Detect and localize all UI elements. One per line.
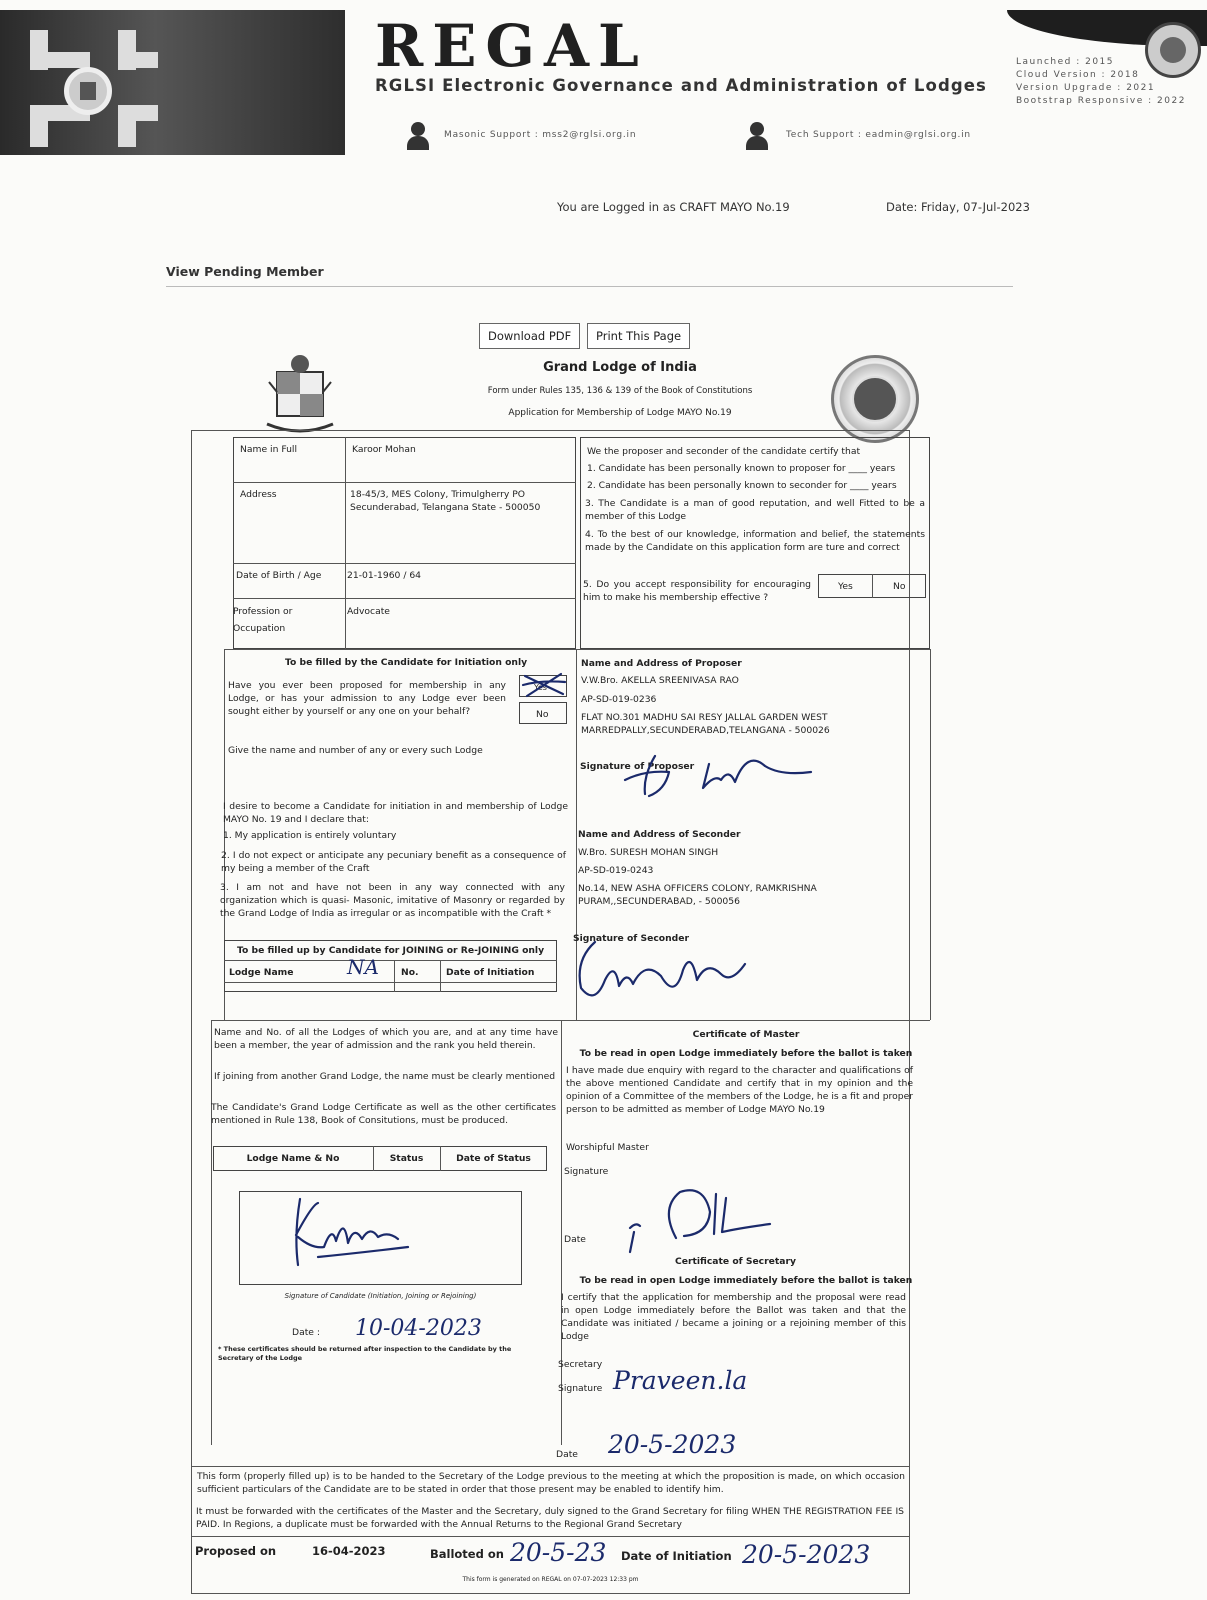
grand-lodge-emblem-icon: [263, 352, 337, 434]
secretary-label: Secretary: [558, 1359, 603, 1370]
masonic-support-link[interactable]: Masonic Support : mss2@rglsi.org.in: [444, 130, 637, 140]
secretary-subheading: To be read in open Lodge immediately before the ballot is taken: [579, 1275, 913, 1286]
seconder-signature-label: Signature of Seconder: [573, 933, 689, 944]
declaration-3: 3. I am not and have not been in any way connected with any organization which is quasi- Masonic, imitative of Masonry or regarded by the Grand Lodge of India as irregular or as incompatible with the Craft *: [220, 882, 565, 919]
profession-value: Advocate: [347, 606, 390, 617]
address-line-2: Secunderabad, Telangana State - 500050: [350, 502, 541, 513]
proposer-address: FLAT NO.301 MADHU SAI RESY JALLAL GARDEN WEST MARREDPALLY,SECUNDERABAD,TELANGANA - 500026: [581, 712, 830, 736]
app-title: REGAL: [375, 12, 648, 80]
version-info: Launched : 2015 Cloud Version : 2018 Version Upgrade : 2021 Bootstrap Responsive : 2022: [1016, 57, 1186, 106]
address-label: Address: [240, 489, 277, 500]
form-title: Grand Lodge of India: [543, 360, 697, 375]
generated-note: This form is generated on REGAL on 07-07-2023 12:33 pm: [462, 1576, 639, 1583]
seconder-heading: Name and Address of Seconder: [578, 829, 741, 840]
joining-col-date: Date of Initiation: [446, 967, 535, 978]
seconder-name: W.Bro. SURESH MOHAN SINGH: [578, 847, 719, 858]
proposer-signature: [625, 752, 825, 802]
logged-in-status: You are Logged in as CRAFT MAYO No.19: [557, 200, 790, 214]
tech-support-link[interactable]: Tech Support : eadmin@rglsi.org.in: [786, 130, 971, 140]
declaration-1: 1. My application is entirely voluntary: [223, 830, 397, 841]
certificates-note: * These certificates should be returned after inspection to the Candidate by the Secretary of the Lodge: [218, 1345, 512, 1362]
current-date: Date: Friday, 07-Jul-2023: [886, 200, 1030, 214]
app-subtitle: RGLSI Electronic Governance and Administration of Lodges: [375, 76, 987, 95]
certify-intro: We the proposer and seconder of the candidate certify that: [587, 446, 861, 457]
secretary-signature-value: Praveen.la: [613, 1366, 748, 1395]
secretary-heading: Certificate of Secretary: [675, 1256, 796, 1267]
page-title: View Pending Member: [166, 264, 324, 279]
proposer-id: AP-SD-019-0236: [581, 694, 657, 705]
joining-col-no: No.: [401, 967, 419, 978]
footer-para-2: It must be forwarded with the certificates of the Master and the Secretary, duly signed to the Grand Secretary for filing WHEN THE REGISTRATION FEE IS PAID. In Regions, a duplicate must be forwarded with the Annual Returns to the Regional Grand Secretary: [196, 1506, 904, 1530]
proposer-signature-label: Signature of Proposer: [580, 761, 695, 772]
balloted-on-value: 20-5-23: [510, 1538, 607, 1567]
master-text: I have made due enquiry with regard to the character and qualifications of the above mentioned Candidate and certify that in my opinion and the opinion of a Committee of the members of the Lodge, he is a fit and proper person to be admitted as member of Lodge MAYO No.19: [566, 1065, 913, 1115]
certify-item-5: 5. Do you accept responsibility for encouraging him to make his membership effective ?: [583, 579, 811, 603]
proposed-on-value: 16-04-2023: [312, 1544, 386, 1558]
master-heading: Certificate of Master: [692, 1029, 800, 1040]
masonic-support-icon: [406, 122, 430, 150]
joining-heading: To be filled up by Candidate for JOINING or Re-JOINING only: [236, 945, 545, 956]
declaration-2: 2. I do not expect or anticipate any pecuniary benefit as a consequence of my being a member of the Craft: [221, 850, 566, 874]
lodges-col-status: Status: [389, 1153, 424, 1164]
responsibility-no[interactable]: No: [893, 581, 906, 592]
divider: [166, 286, 1013, 287]
secretary-date-label: Date: [556, 1449, 578, 1460]
desire-text: I desire to become a Candidate for initiation in and membership of Lodge MAYO No. 19 and I declare that:: [223, 801, 568, 825]
initiation-no: No: [536, 709, 549, 720]
seconder-address: No.14, NEW ASHA OFFICERS COLONY, RAMKRISHNA PURAM,,SECUNDERABAD, - 500056: [578, 883, 817, 907]
responsibility-yes[interactable]: Yes: [838, 581, 853, 592]
print-page-button[interactable]: Print This Page: [587, 323, 690, 349]
proposer-heading: Name and Address of Proposer: [581, 658, 742, 669]
secretary-signature-label: Signature: [558, 1383, 603, 1394]
seconder-id: AP-SD-019-0243: [578, 865, 654, 876]
master-date-label: Date: [564, 1234, 586, 1245]
form-rules: Form under Rules 135, 136 & 139 of the Book of Constitutions: [487, 386, 753, 396]
download-pdf-button[interactable]: Download PDF: [479, 323, 580, 349]
give-name-label: Give the name and number of any or every such Lodge: [228, 745, 483, 756]
proposer-name: V.W.Bro. AKELLA SREENIVASA RAO: [581, 675, 739, 686]
dob-value: 21-01-1960 / 64: [347, 570, 422, 581]
master-subheading: To be read in open Lodge immediately before the ballot is taken: [579, 1048, 913, 1059]
profession-label: Profession or Occupation: [233, 606, 293, 634]
balloted-on-label: Balloted on: [430, 1547, 504, 1561]
initiation-date-label: Date of Initiation: [621, 1549, 732, 1563]
seconder-signature: [575, 940, 755, 1010]
certify-item-2: 2. Candidate has been personally known to seconder for ____ years: [587, 480, 897, 491]
lodges-col-date: Date of Status: [456, 1153, 531, 1164]
certify-item-4: 4. To the best of our knowledge, information and belief, the statements made by the Candidate on this application form are ture and correct: [585, 529, 925, 553]
yes-crossed-mark: [521, 672, 567, 698]
candidate-signature: [288, 1195, 428, 1275]
initiation-question: Have you ever been proposed for membership in any Lodge, or has your admission to any Lodge ever been sought either by yourself or any one on your behalf?: [228, 680, 506, 717]
lodges-para-2: If joining from another Grand Lodge, the name must be clearly mentioned: [214, 1071, 556, 1082]
certify-item-3: 3. The Candidate is a man of good reputation, and well Fitted to be a member of this Lodge: [585, 498, 925, 522]
master-signature-label: Signature: [564, 1166, 609, 1177]
initiation-yes: Yes: [534, 683, 547, 692]
name-value: Karoor Mohan: [352, 444, 416, 455]
name-label: Name in Full: [240, 444, 298, 455]
regal-logo-banner: [0, 10, 345, 155]
form-application-title: Application for Membership of Lodge MAYO No.19: [508, 408, 732, 418]
candidate-signature-caption: Signature of Candidate (Initiation, Joining or Rejoining): [284, 1292, 477, 1300]
master-signature: [620, 1188, 790, 1258]
address-line-1: 18-45/3, MES Colony, Trimulgherry PO: [350, 489, 526, 500]
certify-item-1: 1. Candidate has been personally known to proposer for ____ years: [587, 463, 896, 474]
candidate-date-label: Date :: [292, 1327, 320, 1338]
lodges-para-1: Name and No. of all the Lodges of which you are, and at any time have been a member, the year of admission and the rank you held therein.: [214, 1027, 558, 1051]
secretary-text: I certify that the application for membership and the proposal were read in open Lodge immediately before the Ballot was taken and that the Candidate was initiated / became a joining or a rejoining member of this Lodge: [561, 1292, 906, 1342]
lodges-col-name: Lodge Name & No: [246, 1153, 340, 1164]
footer-para-1: This form (properly filled up) is to be handed to the Secretary of the Lodge previous to the meeting at which the proposition is made, on which occasion sufficient particulars of the Candidate are to be stated in order that those present may be enabled to identify him.: [197, 1471, 905, 1495]
dob-label: Date of Birth / Age: [236, 570, 322, 581]
secretary-date-value: 20-5-2023: [608, 1430, 737, 1459]
candidate-date-value: 10-04-2023: [355, 1316, 482, 1341]
lodges-para-3: The Candidate's Grand Lodge Certificate as well as the other certificates mentioned in Rule 138, Book of Consitutions, must be produced.: [211, 1102, 556, 1126]
proposed-on-label: Proposed on: [195, 1544, 277, 1558]
joining-col-lodge: Lodge Name: [229, 967, 294, 978]
initiation-heading: To be filled by the Candidate for Initiation only: [285, 657, 528, 668]
master-wm-label: Worshipful Master: [566, 1142, 649, 1153]
tech-support-icon: [745, 122, 769, 150]
joining-lodge-value: NA: [347, 955, 379, 979]
initiation-date-value: 20-5-2023: [742, 1540, 871, 1569]
